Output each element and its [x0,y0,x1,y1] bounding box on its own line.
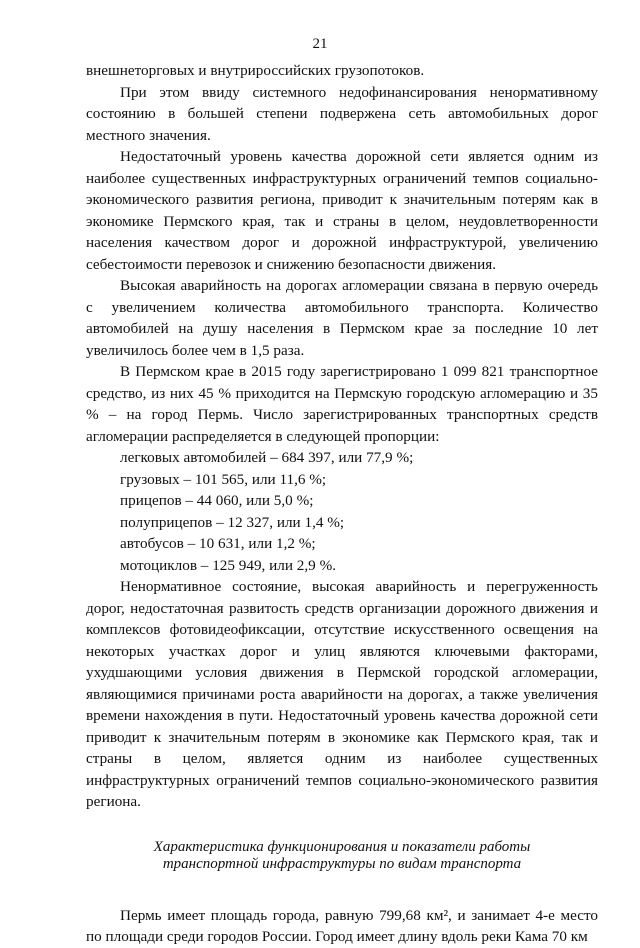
section-heading-line-1: Характеристика функционирования и показатели работы [153,838,531,855]
list-item: полуприцепов – 12 327, или 1,4 %; [120,513,345,531]
page-number: 21 [312,36,328,52]
paragraph-registered-vehicles: В Пермском крае в 2015 году зарегистрировано 1 099 821 транспортное средство, из них 45 % приходится на Пермскую городскую агломерацию и 35 % – на город Пермь. Число зарегистрированных транспортных средств агломерации распределяется в следующей пропорции: [86,363,598,445]
paragraph-underfunding: При этом ввиду системного недофинансирования ненормативному состоянию в большей степени подвержена сеть автомобильных дорог местного значения. [86,83,598,144]
list-item: грузовых – 101 565, или 11,6 %; [120,470,327,488]
paragraph-key-factors: Ненормативное состояние, высокая аварийность и перегруженность дорог, недостаточная развитость средств организации дорожного движения и комплексов фотовидеофиксации, отсутствие искусственного освещения на некоторых участках дорог и улиц являются ключевыми факторами, ухудшающими условия движения в Пермской городской агломерации, являющимися причинами роста аварийности на дорогах, а также увеличения времени нахождения в пути. Недостаточный уровень качества дорожной сети приводит к значительным потерям в экономике как Пермского края, так и страны в целом, является одним из наиболее существенных инфраструктурных ограничений темпов социально-экономического развития региона. [86,578,598,810]
list-item: мотоциклов – 125 949, или 2,9 %. [120,556,337,574]
section-heading-line-2: транспортной инфраструктуры по видам транспорта [162,855,522,872]
paragraph-road-quality: Недостаточный уровень качества дорожной сети является одним из наиболее существенных инфраструктурных ограничений темпов социально-экономического развития региона, приводит к значительным потерям как в экономике Пермского края, так и страны в целом, неудовлетворенности населения качеством дорог и дорожной инфраструктурой, увеличению себестоимости перевозок и снижению безопасности движения. [86,148,598,273]
vehicle-distribution-list [86,447,598,576]
list-item: автобусов – 10 631, или 1,2 %; [120,535,316,552]
list-item: прицепов – 44 060, или 5,0 %; [120,492,314,509]
section-heading [86,839,598,873]
paragraph-accident-rate: Высокая аварийность на дорогах агломерации связана в первую очередь с увеличением количества автомобильного транспорта. Количество автомобилей на душу населения в Пермском крае за последние 10 лет увеличилось более чем в 1,5 раза. [86,277,598,359]
body-text [86,60,598,948]
list-item: легковых автомобилей – 684 397, или 77,9 %; [120,449,414,466]
paragraph-continuation: внешнеторговых и внутрироссийских грузопотоков. [86,62,425,79]
paragraph-city-area: Пермь имеет площадь города, равную 799,68 км², и занимает 4-е место по площади среди городов России. Город имеет длину вдоль реки Кама 70 км [86,906,598,945]
